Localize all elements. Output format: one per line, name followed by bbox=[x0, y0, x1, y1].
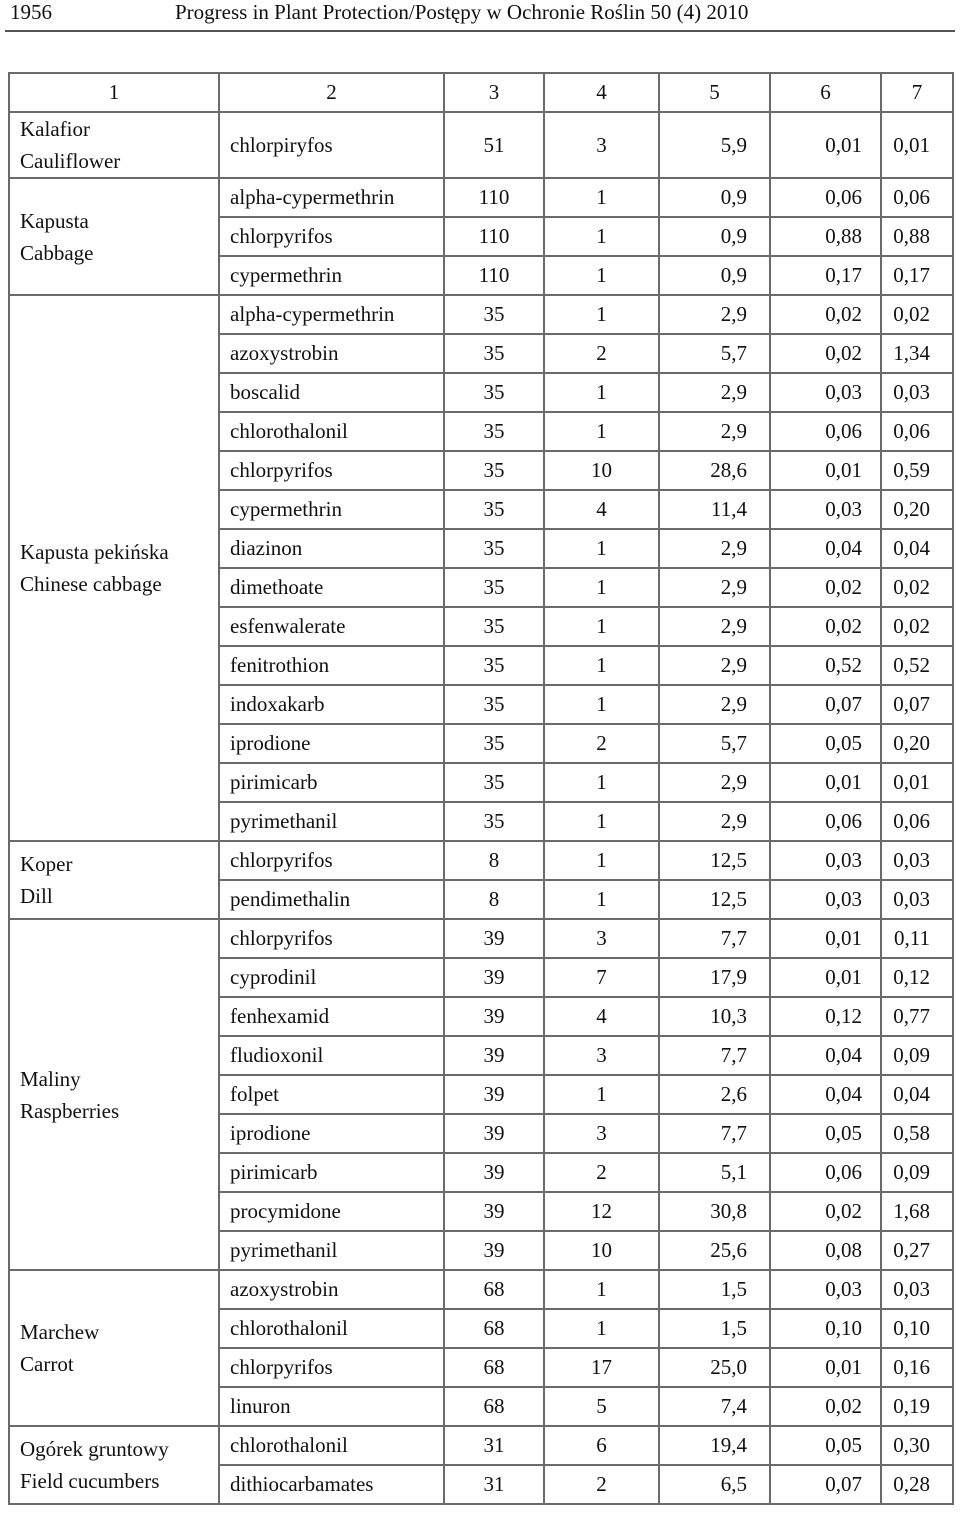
percent-cell: 17,9 bbox=[659, 958, 770, 997]
crop-cell bbox=[9, 295, 219, 841]
crop-cell bbox=[9, 841, 219, 919]
percent-cell: 7,7 bbox=[659, 1114, 770, 1153]
samples-cell: 39 bbox=[444, 1036, 544, 1075]
table-row bbox=[9, 178, 953, 217]
min-residue-cell: 0,17 bbox=[770, 256, 881, 295]
percent-cell: 7,7 bbox=[659, 919, 770, 958]
max-residue-cell: 0,01 bbox=[881, 112, 953, 178]
page-header bbox=[5, 0, 955, 30]
header-divider bbox=[5, 30, 955, 32]
max-residue-cell: 0,03 bbox=[881, 1270, 953, 1309]
percent-cell: 28,6 bbox=[659, 451, 770, 490]
percent-cell: 30,8 bbox=[659, 1192, 770, 1231]
compound-cell: procymidone bbox=[219, 1192, 444, 1231]
compound-cell: cypermethrin bbox=[219, 256, 444, 295]
percent-cell: 1,5 bbox=[659, 1309, 770, 1348]
compound-cell: folpet bbox=[219, 1075, 444, 1114]
positive-samples-cell: 6 bbox=[544, 1426, 659, 1465]
table-row bbox=[9, 112, 953, 178]
compound-cell: azoxystrobin bbox=[219, 334, 444, 373]
positive-samples-cell: 1 bbox=[544, 178, 659, 217]
compound-cell: cyprodinil bbox=[219, 958, 444, 997]
max-residue-cell: 0,52 bbox=[881, 646, 953, 685]
percent-cell: 0,9 bbox=[659, 178, 770, 217]
percent-cell: 2,9 bbox=[659, 529, 770, 568]
compound-cell: linuron bbox=[219, 1387, 444, 1426]
min-residue-cell: 0,03 bbox=[770, 373, 881, 412]
percent-cell: 5,1 bbox=[659, 1153, 770, 1192]
percent-cell: 5,9 bbox=[659, 112, 770, 178]
samples-cell: 35 bbox=[444, 685, 544, 724]
percent-cell: 0,9 bbox=[659, 256, 770, 295]
crop-cell bbox=[9, 1426, 219, 1504]
min-residue-cell: 0,01 bbox=[770, 112, 881, 178]
positive-samples-cell: 1 bbox=[544, 412, 659, 451]
table-row bbox=[9, 919, 953, 958]
percent-cell: 2,9 bbox=[659, 607, 770, 646]
column-header: 3 bbox=[444, 73, 544, 112]
positive-samples-cell: 1 bbox=[544, 373, 659, 412]
compound-cell: chlorothalonil bbox=[219, 1309, 444, 1348]
table-body bbox=[9, 112, 953, 1504]
compound-cell: pirimicarb bbox=[219, 1153, 444, 1192]
percent-cell: 0,9 bbox=[659, 217, 770, 256]
table-row bbox=[9, 1270, 953, 1309]
min-residue-cell: 0,04 bbox=[770, 1075, 881, 1114]
percent-cell: 2,9 bbox=[659, 373, 770, 412]
compound-cell: alpha-cypermethrin bbox=[219, 295, 444, 334]
samples-cell: 68 bbox=[444, 1387, 544, 1426]
crop-name-en: Carrot bbox=[20, 1352, 74, 1376]
compound-cell: diazinon bbox=[219, 529, 444, 568]
column-header: 7 bbox=[881, 73, 953, 112]
table-row bbox=[9, 1426, 953, 1465]
max-residue-cell: 0,03 bbox=[881, 841, 953, 880]
column-header: 4 bbox=[544, 73, 659, 112]
min-residue-cell: 0,01 bbox=[770, 1348, 881, 1387]
percent-cell: 2,9 bbox=[659, 295, 770, 334]
min-residue-cell: 0,07 bbox=[770, 1465, 881, 1504]
positive-samples-cell: 3 bbox=[544, 1036, 659, 1075]
percent-cell: 1,5 bbox=[659, 1270, 770, 1309]
samples-cell: 110 bbox=[444, 217, 544, 256]
samples-cell: 35 bbox=[444, 763, 544, 802]
crop-cell bbox=[9, 1270, 219, 1426]
positive-samples-cell: 1 bbox=[544, 295, 659, 334]
samples-cell: 31 bbox=[444, 1465, 544, 1504]
positive-samples-cell: 1 bbox=[544, 607, 659, 646]
percent-cell: 2,9 bbox=[659, 412, 770, 451]
samples-cell: 39 bbox=[444, 1192, 544, 1231]
percent-cell: 10,3 bbox=[659, 997, 770, 1036]
percent-cell: 11,4 bbox=[659, 490, 770, 529]
min-residue-cell: 0,01 bbox=[770, 763, 881, 802]
samples-cell: 110 bbox=[444, 178, 544, 217]
compound-cell: fenhexamid bbox=[219, 997, 444, 1036]
max-residue-cell: 0,20 bbox=[881, 724, 953, 763]
min-residue-cell: 0,02 bbox=[770, 607, 881, 646]
samples-cell: 39 bbox=[444, 1114, 544, 1153]
percent-cell: 2,9 bbox=[659, 685, 770, 724]
percent-cell: 25,0 bbox=[659, 1348, 770, 1387]
positive-samples-cell: 1 bbox=[544, 217, 659, 256]
percent-cell: 2,9 bbox=[659, 763, 770, 802]
compound-cell: chlorothalonil bbox=[219, 1426, 444, 1465]
min-residue-cell: 0,52 bbox=[770, 646, 881, 685]
crop-name-en: Cauliflower bbox=[20, 149, 121, 173]
min-residue-cell: 0,12 bbox=[770, 997, 881, 1036]
positive-samples-cell: 1 bbox=[544, 568, 659, 607]
max-residue-cell: 0,03 bbox=[881, 373, 953, 412]
crop-name-en: Cabbage bbox=[20, 240, 94, 265]
positive-samples-cell: 10 bbox=[544, 451, 659, 490]
positive-samples-cell: 1 bbox=[544, 841, 659, 880]
samples-cell: 39 bbox=[444, 997, 544, 1036]
positive-samples-cell: 1 bbox=[544, 685, 659, 724]
min-residue-cell: 0,05 bbox=[770, 1426, 881, 1465]
percent-cell: 12,5 bbox=[659, 841, 770, 880]
max-residue-cell: 0,10 bbox=[881, 1309, 953, 1348]
compound-cell: chlorpyrifos bbox=[219, 217, 444, 256]
crop-name-en: Raspberries bbox=[20, 1098, 120, 1123]
positive-samples-cell: 4 bbox=[544, 997, 659, 1036]
max-residue-cell: 0,02 bbox=[881, 568, 953, 607]
max-residue-cell: 0,27 bbox=[881, 1231, 953, 1270]
samples-cell: 35 bbox=[444, 607, 544, 646]
max-residue-cell: 0,06 bbox=[881, 412, 953, 451]
min-residue-cell: 0,07 bbox=[770, 685, 881, 724]
compound-cell: pendimethalin bbox=[219, 880, 444, 919]
positive-samples-cell: 17 bbox=[544, 1348, 659, 1387]
samples-cell: 110 bbox=[444, 256, 544, 295]
percent-cell: 2,9 bbox=[659, 646, 770, 685]
max-residue-cell: 0,88 bbox=[881, 217, 953, 256]
compound-cell: dimethoate bbox=[219, 568, 444, 607]
samples-cell: 68 bbox=[444, 1270, 544, 1309]
max-residue-cell: 0,19 bbox=[881, 1387, 953, 1426]
positive-samples-cell: 3 bbox=[544, 1114, 659, 1153]
max-residue-cell: 0,30 bbox=[881, 1426, 953, 1465]
samples-cell: 39 bbox=[444, 1231, 544, 1270]
max-residue-cell: 0,16 bbox=[881, 1348, 953, 1387]
percent-cell: 5,7 bbox=[659, 334, 770, 373]
crop-name-en: Field cucumbers bbox=[20, 1469, 160, 1493]
positive-samples-cell: 2 bbox=[544, 724, 659, 763]
crop-name-pl: Kalafior bbox=[20, 117, 90, 141]
max-residue-cell: 0,58 bbox=[881, 1114, 953, 1153]
samples-cell: 35 bbox=[444, 529, 544, 568]
positive-samples-cell: 1 bbox=[544, 802, 659, 841]
crop-name-en: Dill bbox=[20, 884, 53, 908]
column-header: 6 bbox=[770, 73, 881, 112]
percent-cell: 19,4 bbox=[659, 1426, 770, 1465]
max-residue-cell: 0,06 bbox=[881, 178, 953, 217]
page-number: 1956 bbox=[10, 0, 52, 24]
column-number-row bbox=[9, 73, 953, 112]
percent-cell: 12,5 bbox=[659, 880, 770, 919]
max-residue-cell: 0,59 bbox=[881, 451, 953, 490]
column-header: 2 bbox=[219, 73, 444, 112]
positive-samples-cell: 1 bbox=[544, 880, 659, 919]
crop-cell bbox=[9, 919, 219, 1270]
min-residue-cell: 0,03 bbox=[770, 880, 881, 919]
percent-cell: 6,5 bbox=[659, 1465, 770, 1504]
percent-cell: 25,6 bbox=[659, 1231, 770, 1270]
max-residue-cell: 0,28 bbox=[881, 1465, 953, 1504]
compound-cell: iprodione bbox=[219, 724, 444, 763]
min-residue-cell: 0,03 bbox=[770, 841, 881, 880]
positive-samples-cell: 1 bbox=[544, 256, 659, 295]
min-residue-cell: 0,10 bbox=[770, 1309, 881, 1348]
max-residue-cell: 0,06 bbox=[881, 802, 953, 841]
positive-samples-cell: 1 bbox=[544, 529, 659, 568]
max-residue-cell: 0,77 bbox=[881, 997, 953, 1036]
positive-samples-cell: 1 bbox=[544, 763, 659, 802]
max-residue-cell: 0,09 bbox=[881, 1036, 953, 1075]
percent-cell: 2,9 bbox=[659, 802, 770, 841]
positive-samples-cell: 10 bbox=[544, 1231, 659, 1270]
samples-cell: 35 bbox=[444, 412, 544, 451]
compound-cell: dithiocarbamates bbox=[219, 1465, 444, 1504]
min-residue-cell: 0,06 bbox=[770, 802, 881, 841]
min-residue-cell: 0,04 bbox=[770, 529, 881, 568]
samples-cell: 39 bbox=[444, 919, 544, 958]
crop-name-pl: Marchew bbox=[20, 1320, 100, 1344]
percent-cell: 7,7 bbox=[659, 1036, 770, 1075]
max-residue-cell: 0,12 bbox=[881, 958, 953, 997]
compound-cell: esfenwalerate bbox=[219, 607, 444, 646]
crop-name-pl: Ogórek gruntowy bbox=[20, 1437, 169, 1461]
min-residue-cell: 0,02 bbox=[770, 568, 881, 607]
crop-cell bbox=[9, 178, 219, 295]
max-residue-cell: 0,20 bbox=[881, 490, 953, 529]
min-residue-cell: 0,02 bbox=[770, 295, 881, 334]
compound-cell: pyrimethanil bbox=[219, 802, 444, 841]
positive-samples-cell: 3 bbox=[544, 919, 659, 958]
compound-cell: chlorpyrifos bbox=[219, 1348, 444, 1387]
max-residue-cell: 0,03 bbox=[881, 880, 953, 919]
min-residue-cell: 0,02 bbox=[770, 334, 881, 373]
samples-cell: 35 bbox=[444, 373, 544, 412]
compound-cell: chlorpyrifos bbox=[219, 919, 444, 958]
positive-samples-cell: 12 bbox=[544, 1192, 659, 1231]
max-residue-cell: 0,04 bbox=[881, 529, 953, 568]
positive-samples-cell: 4 bbox=[544, 490, 659, 529]
positive-samples-cell: 7 bbox=[544, 958, 659, 997]
column-header: 1 bbox=[9, 73, 219, 112]
max-residue-cell: 0,07 bbox=[881, 685, 953, 724]
min-residue-cell: 0,06 bbox=[770, 178, 881, 217]
min-residue-cell: 0,04 bbox=[770, 1036, 881, 1075]
crop-name-pl: Maliny bbox=[20, 1066, 81, 1091]
percent-cell: 2,6 bbox=[659, 1075, 770, 1114]
samples-cell: 35 bbox=[444, 568, 544, 607]
max-residue-cell: 0,11 bbox=[881, 919, 953, 958]
max-residue-cell: 1,68 bbox=[881, 1192, 953, 1231]
samples-cell: 39 bbox=[444, 1153, 544, 1192]
max-residue-cell: 0,02 bbox=[881, 295, 953, 334]
compound-cell: chlorpyrifos bbox=[219, 841, 444, 880]
table-row bbox=[9, 841, 953, 880]
crop-name-pl: Kapusta bbox=[20, 208, 89, 233]
positive-samples-cell: 2 bbox=[544, 1153, 659, 1192]
compound-cell: cypermethrin bbox=[219, 490, 444, 529]
positive-samples-cell: 5 bbox=[544, 1387, 659, 1426]
samples-cell: 8 bbox=[444, 841, 544, 880]
max-residue-cell: 1,34 bbox=[881, 334, 953, 373]
min-residue-cell: 0,03 bbox=[770, 490, 881, 529]
compound-cell: pyrimethanil bbox=[219, 1231, 444, 1270]
compound-cell: alpha-cypermethrin bbox=[219, 178, 444, 217]
percent-cell: 7,4 bbox=[659, 1387, 770, 1426]
samples-cell: 51 bbox=[444, 112, 544, 178]
samples-cell: 68 bbox=[444, 1348, 544, 1387]
compound-cell: chlorpiryfos bbox=[219, 112, 444, 178]
positive-samples-cell: 1 bbox=[544, 1270, 659, 1309]
percent-cell: 2,9 bbox=[659, 568, 770, 607]
compound-cell: fludioxonil bbox=[219, 1036, 444, 1075]
min-residue-cell: 0,08 bbox=[770, 1231, 881, 1270]
compound-cell: boscalid bbox=[219, 373, 444, 412]
min-residue-cell: 0,05 bbox=[770, 1114, 881, 1153]
samples-cell: 35 bbox=[444, 802, 544, 841]
samples-cell: 39 bbox=[444, 1075, 544, 1114]
compound-cell: iprodione bbox=[219, 1114, 444, 1153]
journal-title: Progress in Plant Protection/Postępy w Ochronie Roślin 50 (4) 2010 bbox=[175, 0, 749, 24]
compound-cell: chlorothalonil bbox=[219, 412, 444, 451]
min-residue-cell: 0,06 bbox=[770, 1153, 881, 1192]
compound-cell: indoxakarb bbox=[219, 685, 444, 724]
samples-cell: 35 bbox=[444, 646, 544, 685]
column-header: 5 bbox=[659, 73, 770, 112]
min-residue-cell: 0,01 bbox=[770, 451, 881, 490]
max-residue-cell: 0,01 bbox=[881, 763, 953, 802]
min-residue-cell: 0,05 bbox=[770, 724, 881, 763]
positive-samples-cell: 2 bbox=[544, 1465, 659, 1504]
samples-cell: 35 bbox=[444, 334, 544, 373]
samples-cell: 35 bbox=[444, 451, 544, 490]
positive-samples-cell: 1 bbox=[544, 646, 659, 685]
max-residue-cell: 0,02 bbox=[881, 607, 953, 646]
samples-cell: 31 bbox=[444, 1426, 544, 1465]
min-residue-cell: 0,02 bbox=[770, 1387, 881, 1426]
min-residue-cell: 0,03 bbox=[770, 1270, 881, 1309]
residue-table bbox=[8, 72, 954, 1505]
compound-cell: fenitrothion bbox=[219, 646, 444, 685]
table-row bbox=[9, 295, 953, 334]
compound-cell: chlorpyrifos bbox=[219, 451, 444, 490]
min-residue-cell: 0,88 bbox=[770, 217, 881, 256]
positive-samples-cell: 1 bbox=[544, 1075, 659, 1114]
crop-name-pl: Koper bbox=[20, 852, 73, 876]
samples-cell: 39 bbox=[444, 958, 544, 997]
min-residue-cell: 0,01 bbox=[770, 958, 881, 997]
samples-cell: 35 bbox=[444, 490, 544, 529]
percent-cell: 5,7 bbox=[659, 724, 770, 763]
positive-samples-cell: 3 bbox=[544, 112, 659, 178]
samples-cell: 35 bbox=[444, 295, 544, 334]
max-residue-cell: 0,04 bbox=[881, 1075, 953, 1114]
min-residue-cell: 0,06 bbox=[770, 412, 881, 451]
crop-name-pl: Kapusta pekińska bbox=[20, 540, 169, 564]
min-residue-cell: 0,02 bbox=[770, 1192, 881, 1231]
positive-samples-cell: 2 bbox=[544, 334, 659, 373]
compound-cell: azoxystrobin bbox=[219, 1270, 444, 1309]
samples-cell: 35 bbox=[444, 724, 544, 763]
max-residue-cell: 0,09 bbox=[881, 1153, 953, 1192]
samples-cell: 8 bbox=[444, 880, 544, 919]
compound-cell: pirimicarb bbox=[219, 763, 444, 802]
positive-samples-cell: 1 bbox=[544, 1309, 659, 1348]
max-residue-cell: 0,17 bbox=[881, 256, 953, 295]
min-residue-cell: 0,01 bbox=[770, 919, 881, 958]
crop-name-en: Chinese cabbage bbox=[20, 572, 162, 596]
crop-cell bbox=[9, 112, 219, 178]
samples-cell: 68 bbox=[444, 1309, 544, 1348]
